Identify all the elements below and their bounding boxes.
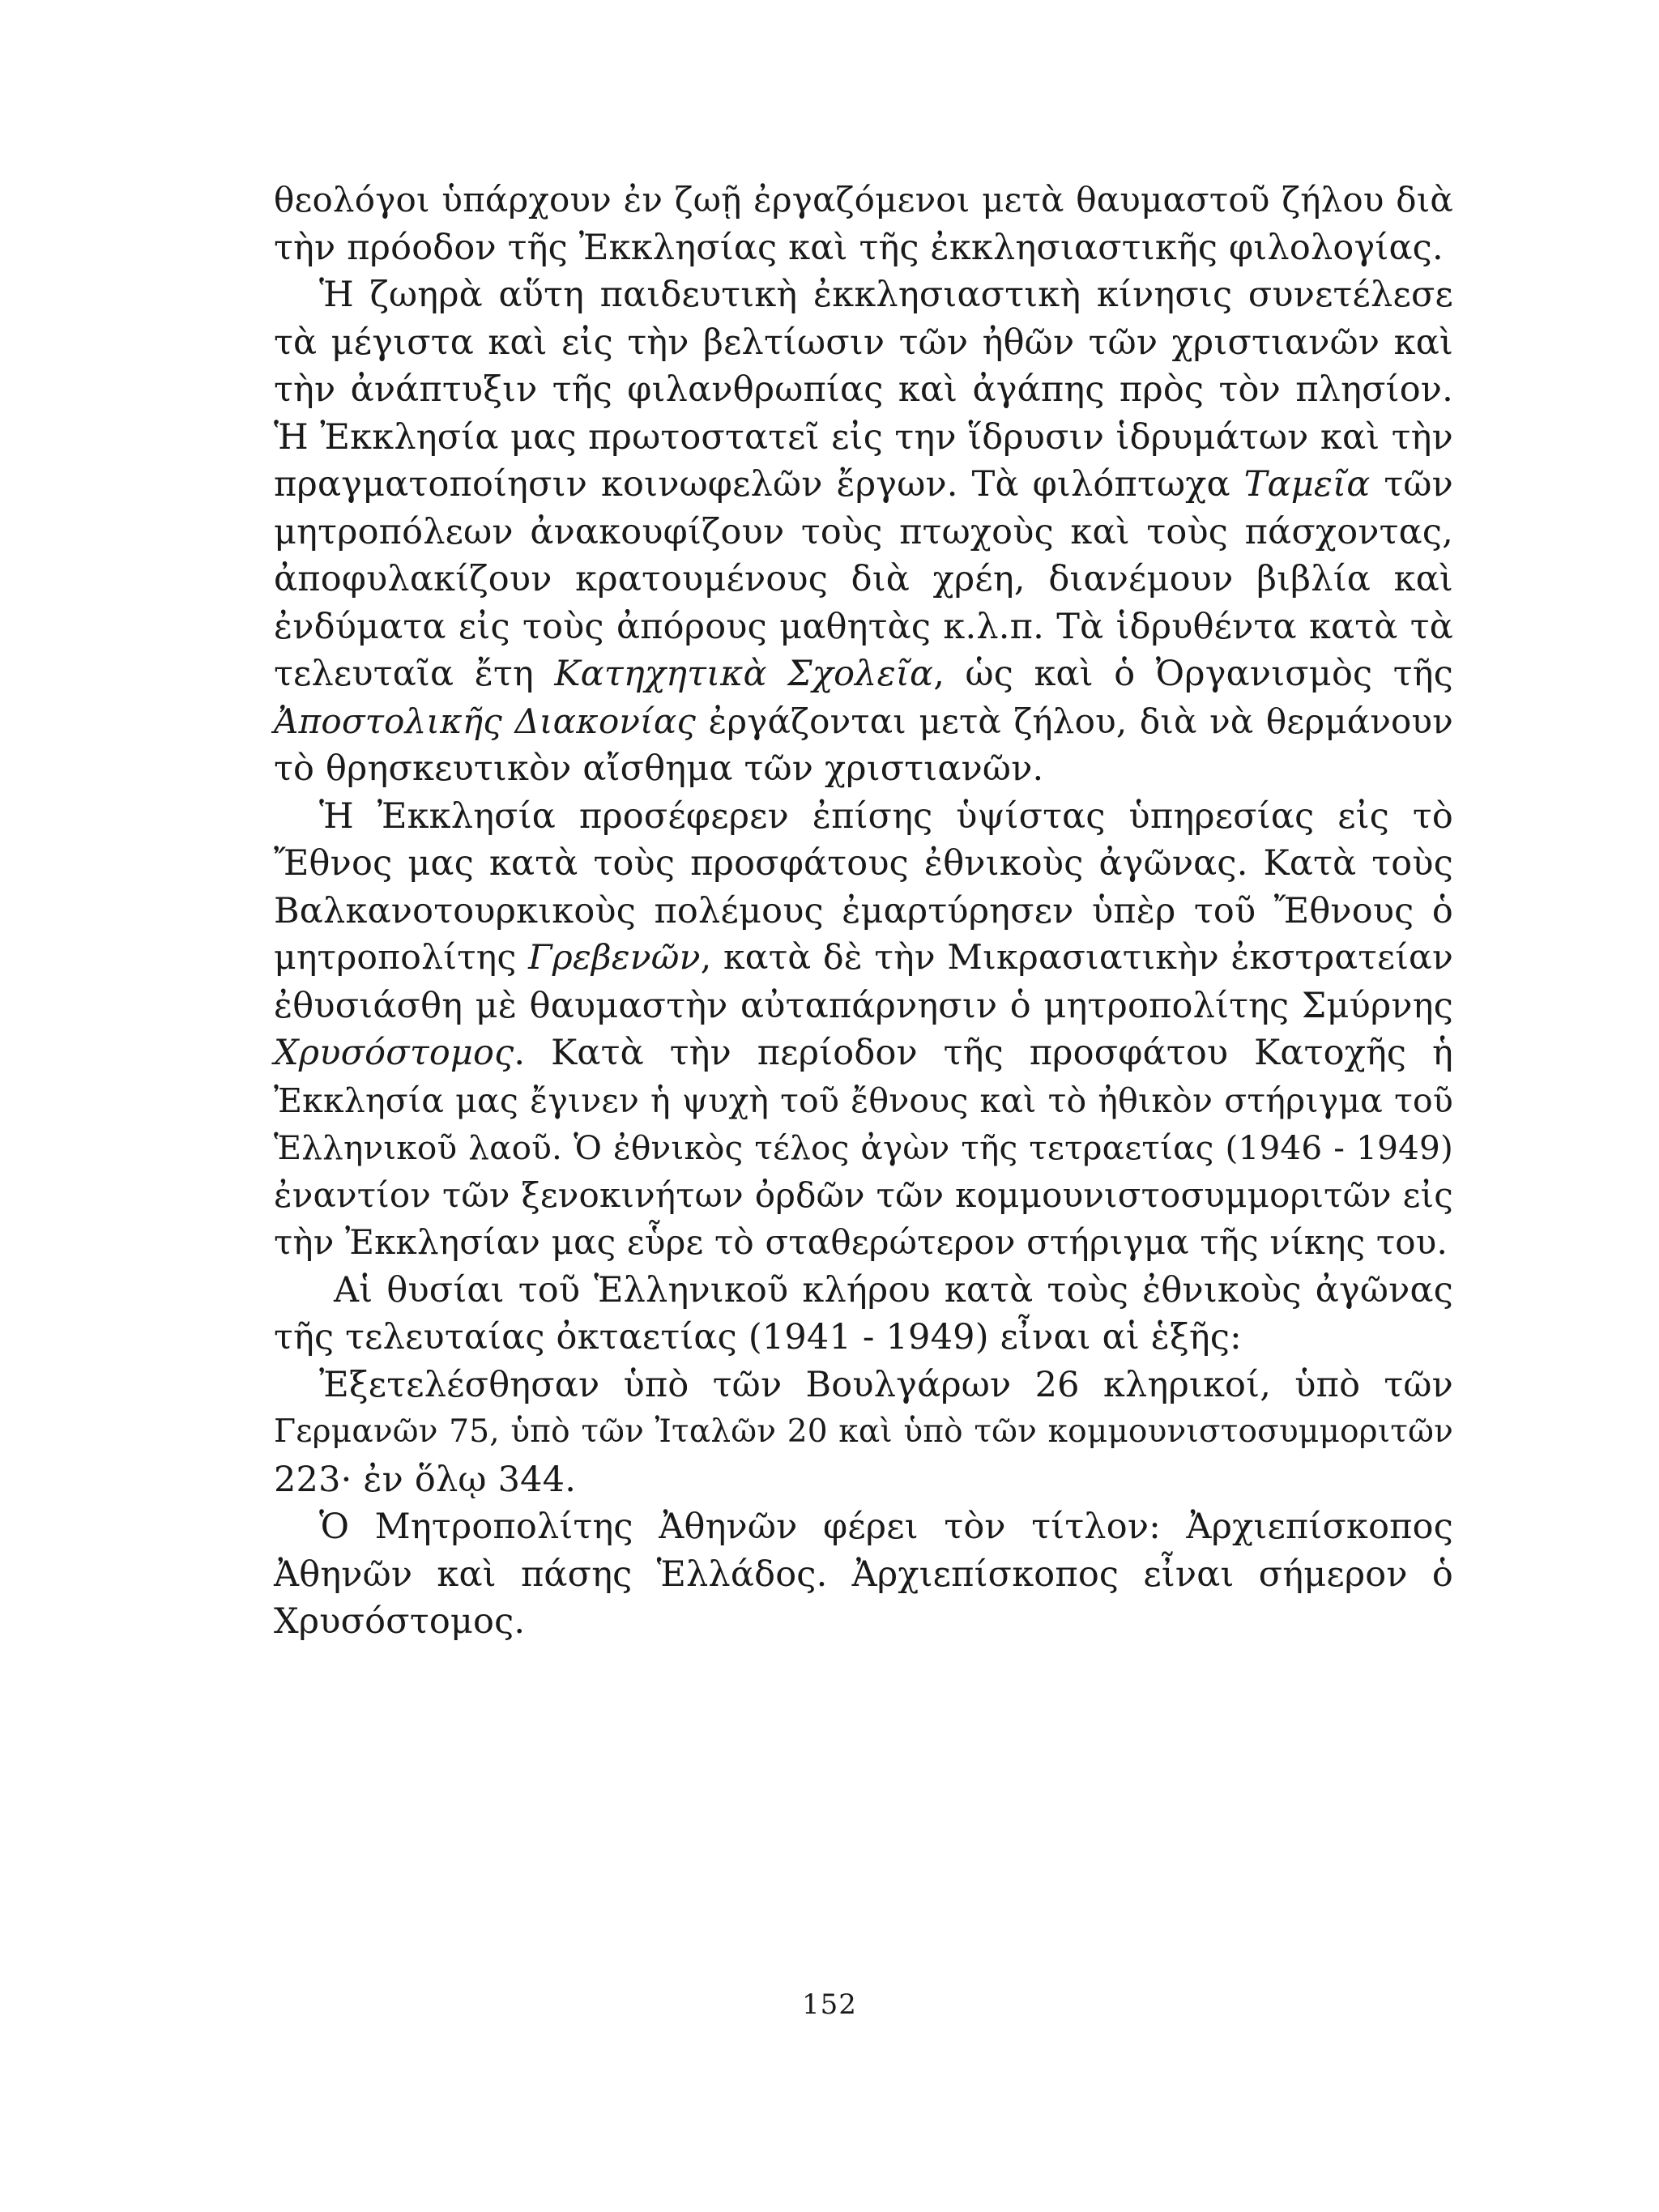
text-run: ἐθυσιάσθη μὲ θαυμαστὴν αὐταπάρνησιν ὁ μητροπολίτης Σμύρνης: [274, 985, 1453, 1026]
text-run: ἐνδύματα εἰς τοὺς ἀπόρους μαθητὰς κ.λ.π. Τὰ ἱδρυθέντα κατὰ τὰ: [274, 606, 1453, 647]
text-run: τὴν πρόοδον τῆς Ἐκκλησίας καὶ τῆς ἐκκλησιαστικῆς φιλολογίας.: [274, 227, 1444, 268]
italic-text: Κατηχητικὰ Σχολεῖα: [554, 654, 934, 694]
text-line: [274, 888, 1453, 936]
text-line: [274, 319, 1453, 367]
text-line: [274, 982, 1453, 1030]
text-run: ἐναντίον τῶν ξενοκινήτων ὀρδῶν τῶν κομμουνιστοσυμμοριτῶν εἰς: [274, 1174, 1453, 1215]
text-line: [274, 224, 1453, 272]
text-line: [274, 1409, 1453, 1456]
text-line: [274, 509, 1453, 556]
text-run: , κατὰ δὲ τὴν Μικρασιατικὴν ἐκστρατείαν: [700, 938, 1453, 978]
text-run: Χρυσόστομος.: [274, 1601, 526, 1642]
text-line: [274, 461, 1453, 509]
text-line: [274, 1077, 1453, 1125]
text-line: [274, 1029, 1453, 1077]
text-line: [274, 177, 1453, 224]
text-run: Ἔθνος μας κατὰ τοὺς προσφάτους ἐθνικοὺς ἀγῶνας. Κατὰ τοὺς: [274, 843, 1453, 884]
text-run: τὴν ἀνάπτυξιν τῆς φιλανθρωπίας καὶ ἀγάπης πρὸς τὸν πλησίον.: [274, 369, 1453, 410]
text-line: [274, 935, 1453, 982]
text-line: [274, 271, 1453, 319]
text-run: Ἐκκλησία μας ἔγινεν ἡ ψυχὴ τοῦ ἔθνους καὶ τὸ ἠθικὸν στήριγμα τοῦ: [274, 1080, 1453, 1120]
text-run: Ἑλληνικοῦ λαοῦ. Ὁ ἐθνικὸς τέλος ἀγὼν τῆς τετραετίας (1946 - 1949): [274, 1128, 1453, 1167]
text-line: [274, 1598, 1453, 1646]
text-line: [274, 1314, 1453, 1362]
text-run: ἀποφυλακίζουν κρατουμένους διὰ χρέη, διανέμουν βιβλία καὶ: [274, 559, 1453, 599]
text-run: τελευταῖα ἔτη: [274, 654, 555, 694]
text-line: [274, 745, 1453, 793]
text-run: μητροπόλεων ἀνακουφίζουν τοὺς πτωχοὺς καὶ τοὺς πάσχοντας,: [274, 511, 1453, 552]
italic-text: Ἀποστολικῆς Διακονίας: [274, 701, 697, 741]
text-run: , ὡς καὶ ὁ Ὀργανισμὸς τῆς: [933, 654, 1453, 694]
text-line: [274, 603, 1453, 651]
text-run: Ἀθηνῶν καὶ πάσης Ἑλλάδος. Ἀρχιεπίσκοπος εἶναι σήμερον ὁ: [274, 1554, 1453, 1595]
text-run: τῆς τελευταίας ὀκταετίας (1941 - 1949) εἶναι αἱ ἑξῆς:: [274, 1317, 1242, 1357]
text-run: Ἡ Ἐκκλησία μας πρωτοστατεῖ εἰς την ἵδρυσιν ἱδρυμάτων καὶ τὴν: [274, 416, 1453, 458]
text-run: ἐργάζονται μετὰ ζήλου, διὰ νὰ θερμάνουν: [696, 701, 1453, 741]
text-line: [274, 414, 1453, 462]
text-run: Ἐξετελέσθησαν ὑπὸ τῶν Βουλγάρων 26 κληρικοί, ὑπὸ τῶν: [319, 1364, 1453, 1405]
italic-text: Γρεβενῶν: [528, 938, 701, 978]
italic-text: Χρυσόστομος: [274, 1033, 514, 1073]
text-line: [274, 1362, 1453, 1409]
page-number: 152: [802, 1988, 857, 2021]
text-line: [274, 1551, 1453, 1599]
text-line: [274, 1124, 1453, 1172]
text-line: [274, 1456, 1453, 1504]
text-run: Ἡ ζωηρὰ αὕτη παιδευτικὴ ἐκκλησιαστικὴ κίνησις συνετέλεσε: [319, 275, 1453, 315]
text-run: πραγματοποίησιν κοινωφελῶν ἔργων. Τὰ φιλόπτωχα: [274, 464, 1244, 505]
text-run: τῶν: [1370, 464, 1453, 505]
italic-text: Ταμεῖα: [1243, 464, 1371, 505]
text-run: Βαλκανοτουρκικοὺς πολέμους ἐμαρτύρησεν ὑπὲρ τοῦ Ἔθνους ὁ: [274, 890, 1453, 931]
text-line: [274, 1219, 1453, 1267]
text-line: [274, 1503, 1453, 1551]
text-line: [274, 1172, 1453, 1220]
text-run: τὰ μέγιστα καὶ εἰς τὴν βελτίωσιν τῶν ἠθῶν τῶν χριστιανῶν καὶ: [274, 322, 1453, 363]
text-run: . Κατὰ τὴν περίοδον τῆς προσφάτου Κατοχῆς ἡ: [514, 1033, 1453, 1073]
text-run: Αἱ θυσίαι τοῦ Ἑλληνικοῦ κλήρου κατὰ τοὺς ἐθνικοὺς ἀγῶνας: [334, 1269, 1453, 1311]
text-line: [274, 1267, 1453, 1315]
text-run: 223· ἐν ὅλῳ 344.: [274, 1459, 577, 1500]
text-run: τὴν Ἐκκλησίαν μας εὗρε τὸ σταθερώτερον στήριγμα τῆς νίκης του.: [274, 1222, 1448, 1262]
text-run: τὸ θρησκευτικὸν αἴσθημα τῶν χριστιανῶν.: [274, 748, 1044, 789]
text-line: [274, 793, 1453, 841]
body-text: [274, 177, 1453, 1646]
text-line: [274, 366, 1453, 414]
text-line: [274, 840, 1453, 888]
text-run: Ἡ Ἐκκλησία προσέφερεν ἐπίσης ὑψίστας ὑπηρεσίας εἰς τὸ: [319, 795, 1453, 837]
text-run: Γερμανῶν 75, ὑπὸ τῶν Ἰταλῶν 20 καὶ ὑπὸ τῶν κομμουνιστοσυμμοριτῶν: [274, 1413, 1453, 1450]
text-run: θεολόγοι ὑπάρχουν ἐν ζωῇ ἐργαζόμενοι μετὰ θαυμαστοῦ ζήλου διὰ: [274, 180, 1453, 219]
text-line: [274, 650, 1453, 698]
text-run: μητροπολίτης: [274, 938, 529, 978]
text-line: [274, 698, 1453, 746]
text-line: [274, 556, 1453, 603]
text-run: Ὁ Μητροπολίτης Ἀθηνῶν φέρει τὸν τίτλον: Ἀρχιεπίσκοπος: [319, 1507, 1453, 1547]
